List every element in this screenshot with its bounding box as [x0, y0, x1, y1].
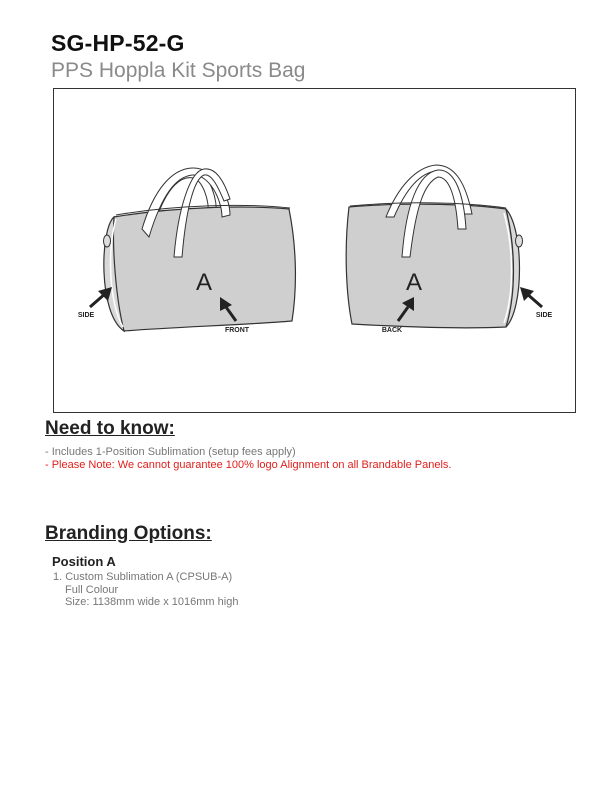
branding-option-colour: Full Colour	[65, 583, 119, 596]
need-to-know-item-alignment-warning: - Please Note: We cannot guarantee 100% logo Alignment on all Brandable Panels.	[45, 459, 452, 471]
label-side-left: SIDE	[77, 312, 95, 319]
label-side-right: SIDE	[535, 312, 553, 319]
bag-front-view	[104, 168, 296, 331]
position-a-marker-front: A	[195, 269, 213, 296]
branding-position-title: Position A	[52, 554, 116, 569]
branding-option	[53, 571, 238, 609]
bag-back-view	[346, 165, 522, 328]
branding-option-line: 1. Custom Sublimation A (CPSUB-A)	[53, 571, 233, 583]
bag-diagram	[54, 89, 577, 414]
label-front: FRONT	[224, 327, 250, 334]
label-back: BACK	[381, 327, 403, 334]
need-to-know-heading: Need to know:	[45, 418, 175, 439]
bag-front-ring	[104, 235, 111, 247]
product-diagram-frame	[53, 88, 576, 413]
position-a-marker-back: A	[405, 269, 423, 296]
bag-back-ring	[516, 235, 523, 247]
need-to-know-item-setup: - Includes 1-Position Sublimation (setup fees apply)	[45, 446, 296, 458]
bag-back-body	[346, 204, 513, 328]
product-code: SG-HP-52-G	[51, 30, 185, 56]
branding-option-size: Size: 1138mm wide x 1016mm high	[65, 596, 239, 608]
branding-options-heading: Branding Options:	[45, 523, 212, 544]
product-name: PPS Hoppla Kit Sports Bag	[51, 59, 306, 82]
side-right-arrow	[520, 287, 542, 307]
